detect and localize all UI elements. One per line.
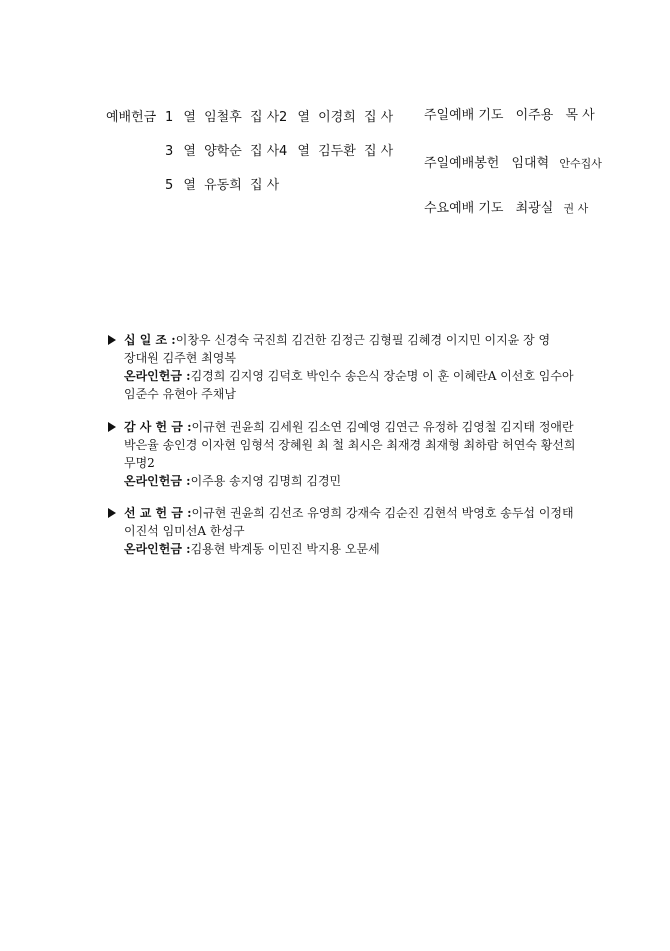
- usher-col: 열: [183, 110, 196, 125]
- online-names-line: 김용현 박계동 이민진 박지용 오문세: [190, 542, 380, 556]
- thanks-section: [108, 418, 588, 490]
- usher-entry: [279, 106, 393, 125]
- mission-heading: 선 교 헌 금 :: [124, 506, 192, 520]
- duty-entry: [424, 197, 588, 216]
- mission-online-line: [108, 540, 578, 558]
- triangle-bullet-icon: [108, 508, 116, 518]
- duty-name: 최광실: [515, 201, 554, 216]
- usher-title: 집 사: [249, 110, 280, 125]
- usher-name: 유동희: [204, 178, 242, 193]
- online-names-line: 이주용 송지영 김명희 김경민: [190, 474, 342, 488]
- usher-row: 1: [165, 110, 174, 125]
- usher-row: 3: [165, 144, 174, 159]
- duty-entry: [424, 104, 595, 123]
- mission-names-line: 이규현 권윤희 김선조 유영희 강재숙 김순진 김현석 박영호 송두섭 이정태: [191, 506, 574, 520]
- duty-title: 목 사: [565, 108, 595, 123]
- duty-title: 권 사: [563, 202, 589, 215]
- thanks-online-line: [108, 472, 588, 490]
- thanks-heading: 감 사 헌 금 :: [124, 420, 192, 434]
- duty-label: 수요예배 기도: [424, 201, 504, 216]
- usher-name: 이경희: [318, 110, 356, 125]
- online-heading: 온라인헌금 :: [124, 542, 191, 556]
- thanks-first-line: [108, 418, 588, 436]
- usher-entry: [165, 106, 279, 125]
- usher-row: 2: [279, 110, 288, 125]
- usher-name: 김두환: [318, 144, 356, 159]
- usher-entry: [279, 140, 393, 159]
- duty-title: 안수집사: [559, 157, 602, 170]
- usher-entry: [165, 140, 279, 159]
- tithe-heading: 십 일 조 :: [124, 333, 176, 347]
- tithe-section: [108, 331, 578, 403]
- usher-row: 5: [165, 178, 174, 193]
- tithe-first-line: [108, 331, 578, 349]
- usher-title: 집 사: [249, 144, 280, 159]
- triangle-bullet-icon: [108, 335, 116, 345]
- mission-section: [108, 504, 578, 558]
- usher-col: 열: [183, 144, 196, 159]
- online-names-line: 김경희 김지영 김덕호 박인수 송은식 장순명 이 훈 이혜란A 이선호 임수아: [190, 369, 574, 383]
- duty-label: 주일예배 기도: [424, 108, 504, 123]
- thanks-names-line: 박은율 송인경 이자현 임형석 장혜원 최 철 최시은 최재경 최재형 최하람 허연숙 황선희: [124, 438, 576, 452]
- usher-entry: [165, 174, 279, 193]
- usher-name: 임철후: [204, 110, 242, 125]
- duty-name: 임대혁: [511, 156, 550, 171]
- usher-title: 집 사: [363, 144, 394, 159]
- online-heading: 온라인헌금 :: [124, 369, 191, 383]
- triangle-bullet-icon: [108, 422, 116, 432]
- usher-name: 양학순: [204, 144, 242, 159]
- usher-title: 집 사: [249, 178, 280, 193]
- thanks-names-line: 이규현 권윤희 김세원 김소연 김예영 김연근 유정하 김영철 김지태 정애란: [191, 420, 574, 434]
- duty-entry: [424, 152, 602, 171]
- usher-title: 집 사: [363, 110, 394, 125]
- usher-col: 열: [297, 144, 310, 159]
- duty-name: 이주용: [515, 108, 554, 123]
- mission-names-line: 이진석 임미선A 한성구: [124, 524, 245, 538]
- thanks-names-line: 무명2: [124, 456, 155, 470]
- offering-label: 예배헌금: [106, 110, 157, 125]
- online-names-line: 임준수 유현아 주채남: [124, 387, 236, 401]
- usher-row: 4: [279, 144, 288, 159]
- usher-col: 열: [183, 178, 196, 193]
- tithe-names-line: 장대원 김주현 최영복: [124, 351, 236, 365]
- usher-col: 열: [297, 110, 310, 125]
- mission-first-line: [108, 504, 578, 522]
- tithe-online-line: [108, 367, 578, 385]
- online-heading: 온라인헌금 :: [124, 474, 191, 488]
- tithe-names-line: 이창우 신경숙 국진희 김건한 김정근 김형필 김혜경 이지민 이지윤 장 영: [175, 333, 551, 347]
- duty-label: 주일예배봉헌: [424, 156, 500, 171]
